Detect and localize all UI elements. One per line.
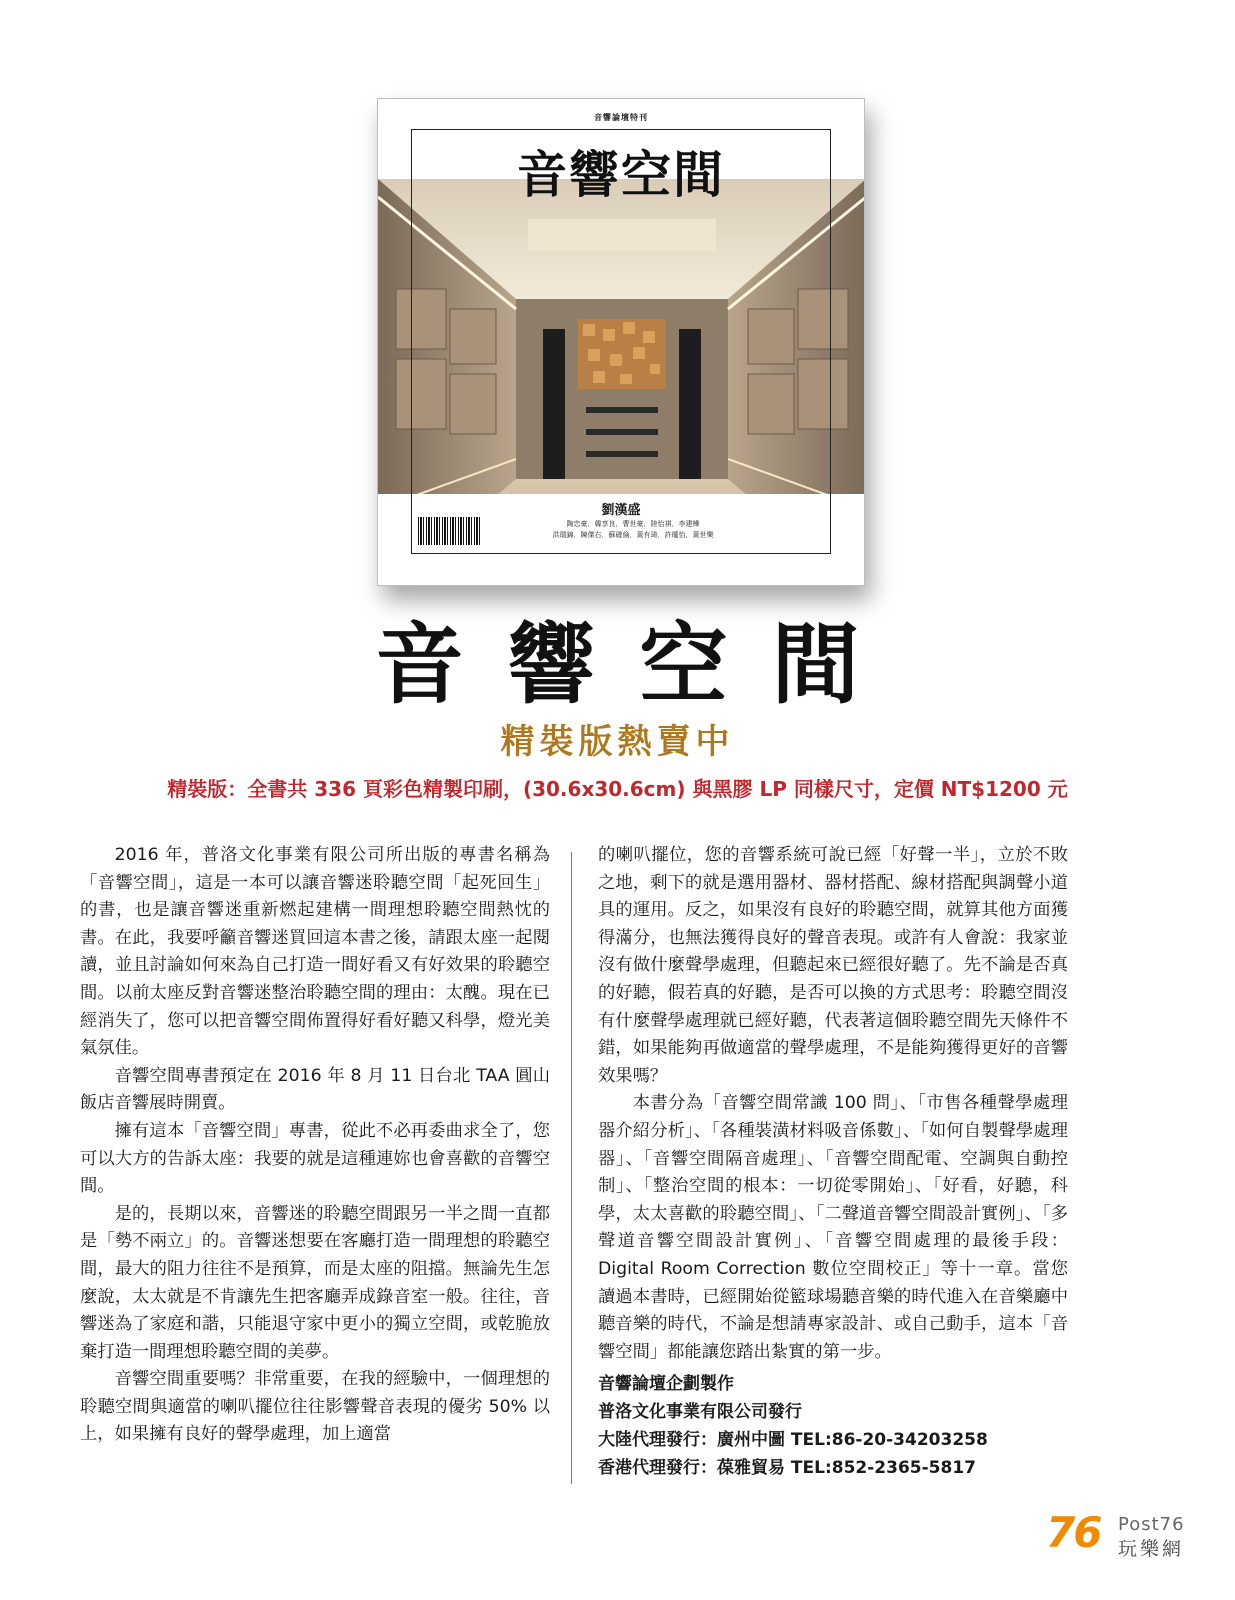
article-paragraph: 2016 年，普洛文化事業有限公司所出版的專書名稱為「音響空間」，這是一本可以讓音響迷聆聽空間「起死回生」的書，也是讓音響迷重新燃起建構一間理想聆聽空間熱忱的書。在此，我要呼籲音響迷買回這本書之後，請跟太座一起閱讀，並且討論如何來為自己打造一間好看又有好效果的聆聽空間。以前太座反對音響迷整治聆聽空間的理由：太醜。現在已經消失了，您可以把音響空間佈置得好看好聽又科學，燈光美氣氛佳。 xyxy=(80,845,550,1059)
barcode-icon xyxy=(418,517,480,545)
credit-hongkong-agent: 香港代理發行：葆雅貿易 TEL:852-2365-5817 xyxy=(598,1458,976,1479)
credits-block xyxy=(598,1370,1068,1482)
logo-number: 76 xyxy=(1046,1508,1101,1557)
credit-planning: 音響論壇企劃製作 xyxy=(598,1374,734,1395)
article-paragraph: 是的，長期以來，音響迷的聆聽空間跟另一半之間一直都是「勢不兩立」的。音響迷想要在客廳打造一間理想的聆聽空間，最大的阻力往往不是預算，而是太座的阻擋。無論先生怎麼說，太太就是不肯讓先生把客廳弄成錄音室一般。往往，音響迷為了家庭和諧，只能退守家中更小的獨立空間，或乾脆放棄打造一間理想聆聽空間的美夢。 xyxy=(80,1203,550,1362)
column-divider xyxy=(571,852,572,1484)
spec-line: 精裝版：全書共 336 頁彩色精製印刷，(30.6x30.6cm) 與黑膠 LP 同樣尺寸，定價 NT$1200 元 xyxy=(167,777,1068,801)
cover-author: 劉漢盛 xyxy=(601,503,641,518)
logo-post-text: Post76 xyxy=(1118,1514,1185,1535)
book-cover xyxy=(377,98,865,586)
headline-subtitle: 精裝版熱賣中 xyxy=(500,722,735,762)
article-paragraph: 本書分為「音響空間常識 100 問」、「市售各種聲學處理器介紹分析」、「各種裝潢材料吸音係數」、「如何自製聲學處理器」、「音響空間隔音處理」、「音響空間配電、空調與自動控制」、「整治空間的根本：一切從零開始」、「好看，好聽，科學，太太喜歡的聆聽空間」、「二聲道音響空間設計實例」、「多聲道音響空間設計實例」、「音響空間處理的最後手段：Digital Room Correction 數位空間校正」等十一章。當您讀過本書時，已經開始從籃球場聽音樂的時代進入在音樂廳中聽音樂的時代，不論是想請專家設計、或自己動手，這本「音響空間」都能讓您踏出紮實的第一步。 xyxy=(598,1093,1068,1362)
article-right-column xyxy=(598,842,1068,1482)
article-left-column xyxy=(80,842,550,1449)
cover-coauthors-line: 陶忠豪．韓享良．曹世豪．陸怡祺．李建樺 xyxy=(566,520,700,528)
cover-title: 音響空間 xyxy=(517,145,725,204)
cover-series-label: 音響論壇特刊 xyxy=(594,112,648,122)
credit-publisher: 普洛文化事業有限公司發行 xyxy=(598,1402,802,1423)
cover-coauthors xyxy=(518,519,748,541)
article-paragraph-continued: 的喇叭擺位，您的音響系統可說已經「好聲一半」，立於不敗之地，剩下的就是選用器材、器材搭配、線材搭配與調聲小道具的運用。反之，如果沒有良好的聆聽空間，就算其他方面獲得滿分，也無法獲得良好的聲音表現。或許有人會說：我家並沒有做什麼聲學處理，但聽起來已經很好聽了。先不論是否真的好聽，假若真的好聽，是否可以換的方式思考：聆聽空間沒有什麼聲學處理就已經好聽，代表著這個聆聽空間先天條件不錯，如果能夠再做適當的聲學處理，不是能夠獲得更好的音響效果嗎？ xyxy=(598,845,1068,1086)
article-paragraph: 擁有這本「音響空間」專書，從此不必再委曲求全了，您可以大方的告訴太座：我要的就是這種連妳也會喜歡的音響空間。 xyxy=(80,1120,550,1197)
post76-logo xyxy=(1046,1508,1206,1560)
credit-mainland-agent: 大陸代理發行：廣州中圖 TEL:86-20-34203258 xyxy=(598,1430,988,1451)
headline-title: 音響空間 xyxy=(375,612,904,716)
cover-face xyxy=(377,98,865,586)
article-paragraph: 音響空間重要嗎？非常重要，在我的經驗中，一個理想的聆聽空間與適當的喇叭擺位往往影響聲音表現的優劣 50% 以上，如果擁有良好的聲學處理，加上適當 xyxy=(80,1369,550,1445)
cover-coauthors-line: 洪瑞錦．陳傑右．蘇確倫．黃有琦．許瓏怡．黃世樂 xyxy=(552,531,714,539)
logo-chinese-text: 玩樂網 xyxy=(1118,1538,1185,1560)
article-paragraph: 音響空間專書預定在 2016 年 8 月 11 日台北 TAA 圓山飯店音響展時開賣。 xyxy=(80,1065,550,1114)
